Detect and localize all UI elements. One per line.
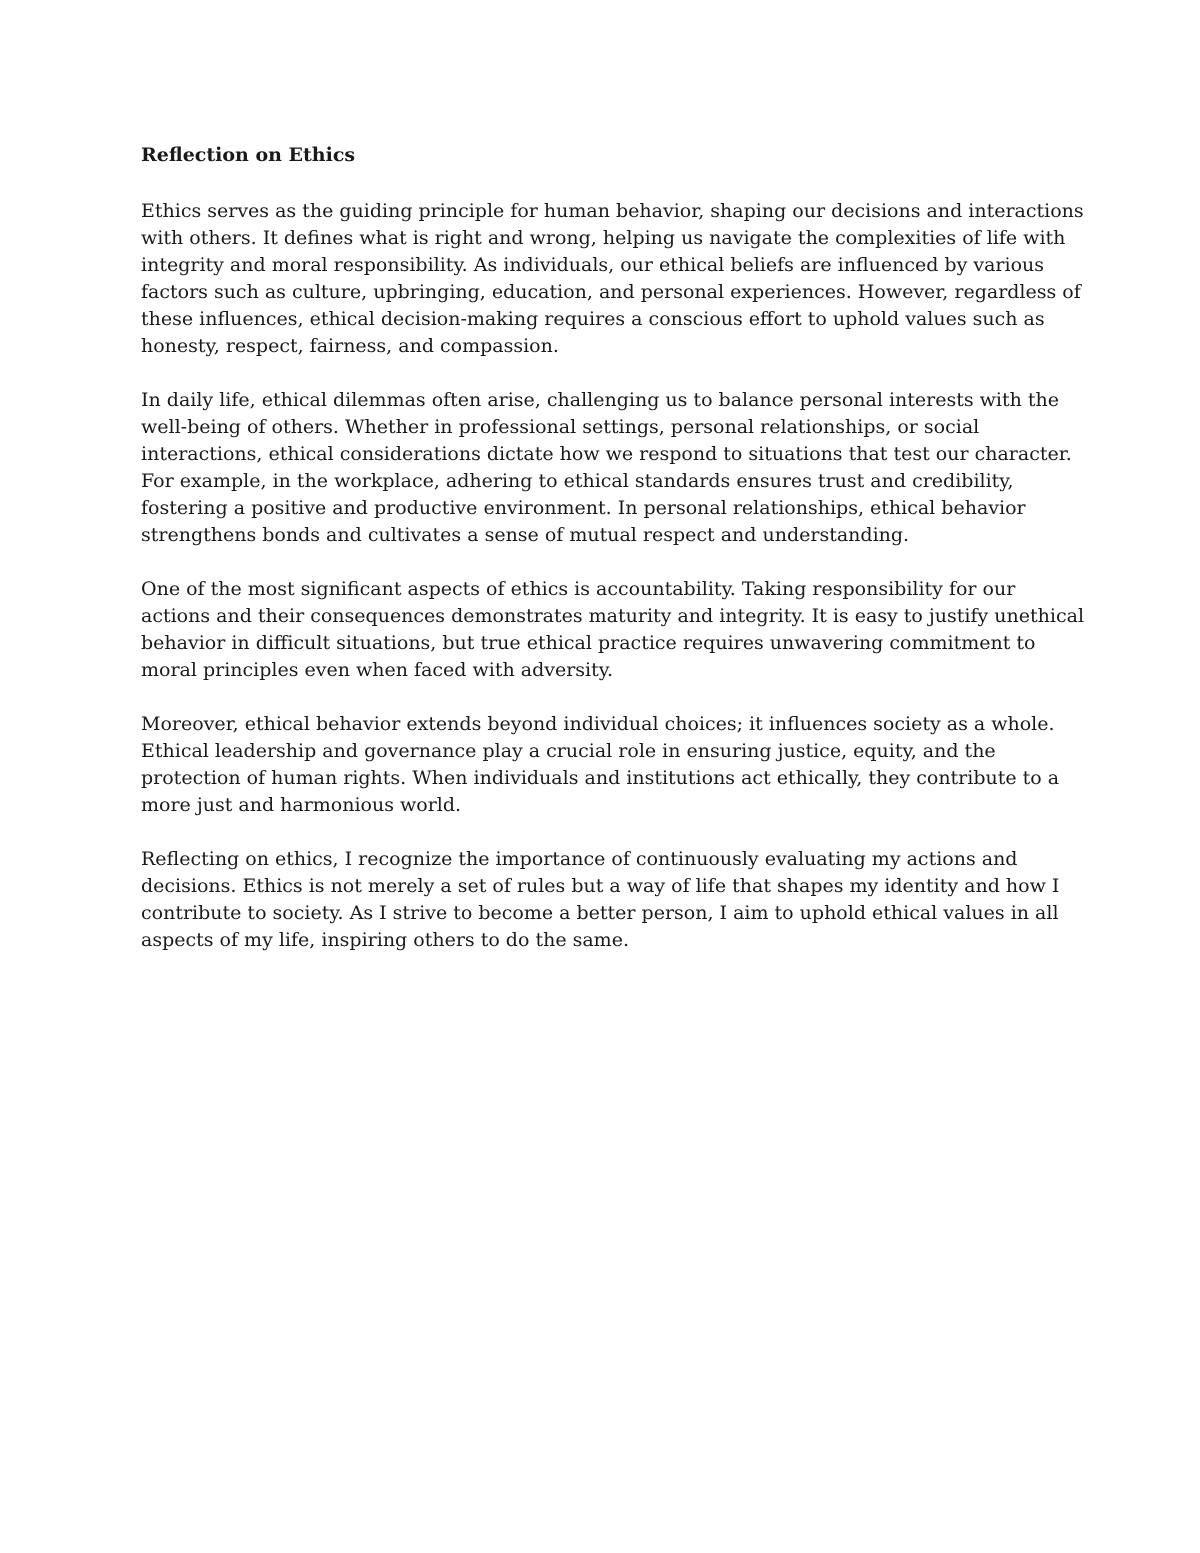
paragraph-line: protection of human rights. When individuals and institutions act ethically, they contribute to a	[141, 767, 1060, 789]
document-title: Reflection on Ethics	[141, 144, 356, 166]
paragraph-5	[141, 846, 1061, 954]
paragraph-line: more just and harmonious world.	[141, 794, 462, 816]
paragraph-line: these influences, ethical decision-making requires a conscious effort to uphold values such as	[141, 308, 1045, 330]
paragraph-3	[141, 576, 1085, 684]
paragraph-line: behavior in difficult situations, but true ethical practice requires unwavering commitment to	[141, 632, 1036, 654]
paragraph-line: aspects of my life, inspiring others to do the same.	[141, 929, 629, 951]
paragraph-line: actions and their consequences demonstrates maturity and integrity. It is easy to justify unethical	[141, 605, 1085, 627]
paragraph-line: One of the most significant aspects of ethics is accountability. Taking responsibility for our	[141, 578, 1016, 600]
paragraph-line: For example, in the workplace, adhering to ethical standards ensures trust and credibility,	[141, 470, 1014, 492]
document-body	[141, 140, 1085, 981]
paragraph-line: In daily life, ethical dilemmas often arise, challenging us to balance personal interests with the	[141, 389, 1060, 411]
paragraph-line: Reflecting on ethics, I recognize the importance of continuously evaluating my actions and	[141, 848, 1018, 870]
paragraph-line: decisions. Ethics is not merely a set of rules but a way of life that shapes my identity and how I	[141, 875, 1060, 897]
paragraph-line: Ethical leadership and governance play a crucial role in ensuring justice, equity, and the	[141, 740, 996, 762]
paragraph-line: contribute to society. As I strive to become a better person, I aim to uphold ethical values in all	[141, 902, 1059, 924]
paragraph-1	[141, 198, 1084, 360]
paragraph-2	[141, 387, 1072, 549]
paragraph-line: integrity and moral responsibility. As individuals, our ethical beliefs are influenced by various	[141, 254, 1045, 276]
paragraph-line: well-being of others. Whether in professional settings, personal relationships, or social	[141, 416, 980, 438]
paragraph-line: Moreover, ethical behavior extends beyond individual choices; it influences society as a whole.	[141, 713, 1055, 735]
paragraph-line: fostering a positive and productive environment. In personal relationships, ethical behavior	[141, 497, 1026, 519]
paragraph-line: factors such as culture, upbringing, education, and personal experiences. However, regardless of	[141, 281, 1081, 303]
paragraph-line: Ethics serves as the guiding principle for human behavior, shaping our decisions and interactions	[141, 200, 1084, 222]
paragraph-line: strengthens bonds and cultivates a sense of mutual respect and understanding.	[141, 524, 910, 546]
paragraph-line: interactions, ethical considerations dictate how we respond to situations that test our character.	[141, 443, 1072, 465]
paragraph-line: moral principles even when faced with adversity.	[141, 659, 614, 681]
paragraph-line: with others. It defines what is right and wrong, helping us navigate the complexities of life with	[141, 227, 1066, 249]
paragraph-line: honesty, respect, fairness, and compassion.	[141, 335, 559, 357]
paragraph-4	[141, 711, 1061, 819]
